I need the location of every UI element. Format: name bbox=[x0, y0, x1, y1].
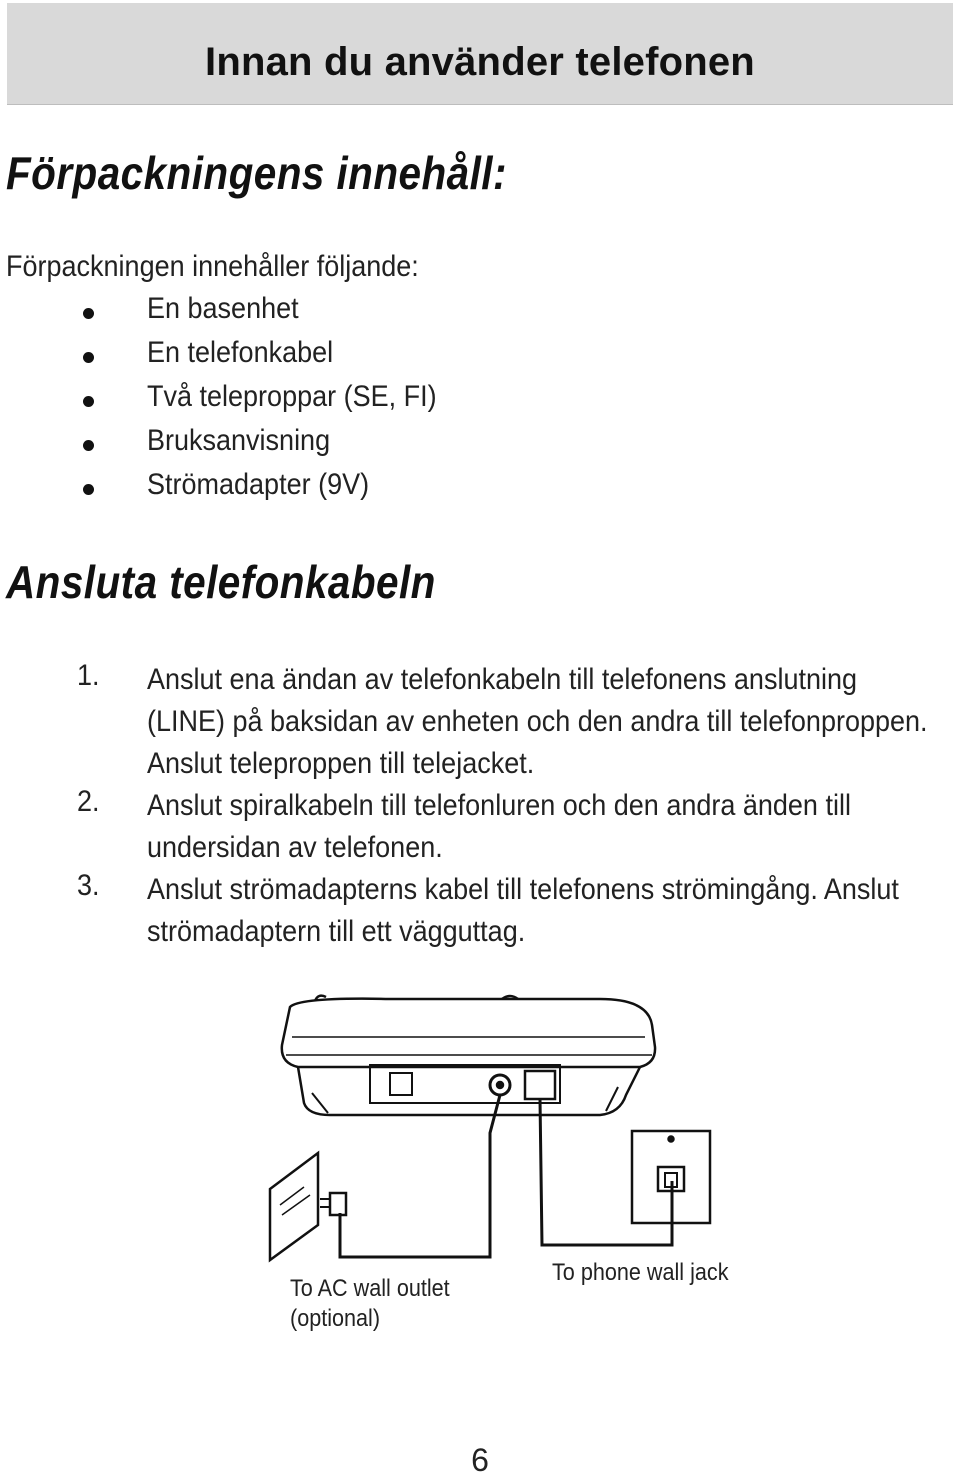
contents-intro: Förpackningen innehåller följande: bbox=[6, 250, 419, 283]
bullet-icon bbox=[83, 396, 94, 407]
ac-wall-outlet-icon bbox=[270, 1153, 346, 1260]
step-item bbox=[0, 659, 960, 785]
step-number: 1. bbox=[77, 659, 100, 692]
phone-jack-label: To phone wall jack bbox=[552, 1259, 729, 1286]
step-item bbox=[0, 785, 960, 869]
step-text: Anslut spiralkabeln till telefonluren och den andra änden till undersidan av telefonen. bbox=[147, 789, 851, 864]
step-number: 2. bbox=[77, 785, 100, 818]
power-cable bbox=[340, 1095, 500, 1257]
section-heading-contents: Förpackningens innehåll: bbox=[6, 147, 507, 199]
header-band bbox=[7, 3, 953, 105]
list-item-text: En telefonkabel bbox=[147, 336, 334, 369]
steps-list bbox=[0, 659, 960, 953]
step-item bbox=[0, 869, 960, 953]
bullet-icon bbox=[83, 484, 94, 495]
ac-outlet-optional-label: (optional) bbox=[290, 1305, 381, 1332]
step-text: Anslut ena ändan av telefonkabeln till telefonens anslutning (LINE) på baksidan av enheten och den andra till telefonproppen. Anslut teleproppen till telejacket. bbox=[147, 663, 928, 780]
section-heading-connect: Ansluta telefonkabeln bbox=[6, 556, 436, 608]
ac-outlet-label: To AC wall outlet bbox=[290, 1275, 450, 1302]
bullet-icon bbox=[83, 352, 94, 363]
list-item-text: Bruksanvisning bbox=[147, 424, 331, 457]
base-unit bbox=[282, 996, 655, 1115]
list-item-text: En basenhet bbox=[147, 292, 299, 325]
list-item-text: Strömadapter (9V) bbox=[147, 468, 370, 501]
step-text: Anslut strömadapterns kabel till telefonens strömingång. Anslut strömadaptern till ett vägguttag. bbox=[147, 873, 899, 948]
page-number: 6 bbox=[471, 1442, 489, 1478]
list-item-text: Två teleproppar (SE, FI) bbox=[147, 380, 437, 413]
bullet-icon bbox=[83, 440, 94, 451]
page-title: Innan du använder telefonen bbox=[205, 40, 755, 84]
step-number: 3. bbox=[77, 869, 100, 902]
bullet-icon bbox=[83, 308, 94, 319]
